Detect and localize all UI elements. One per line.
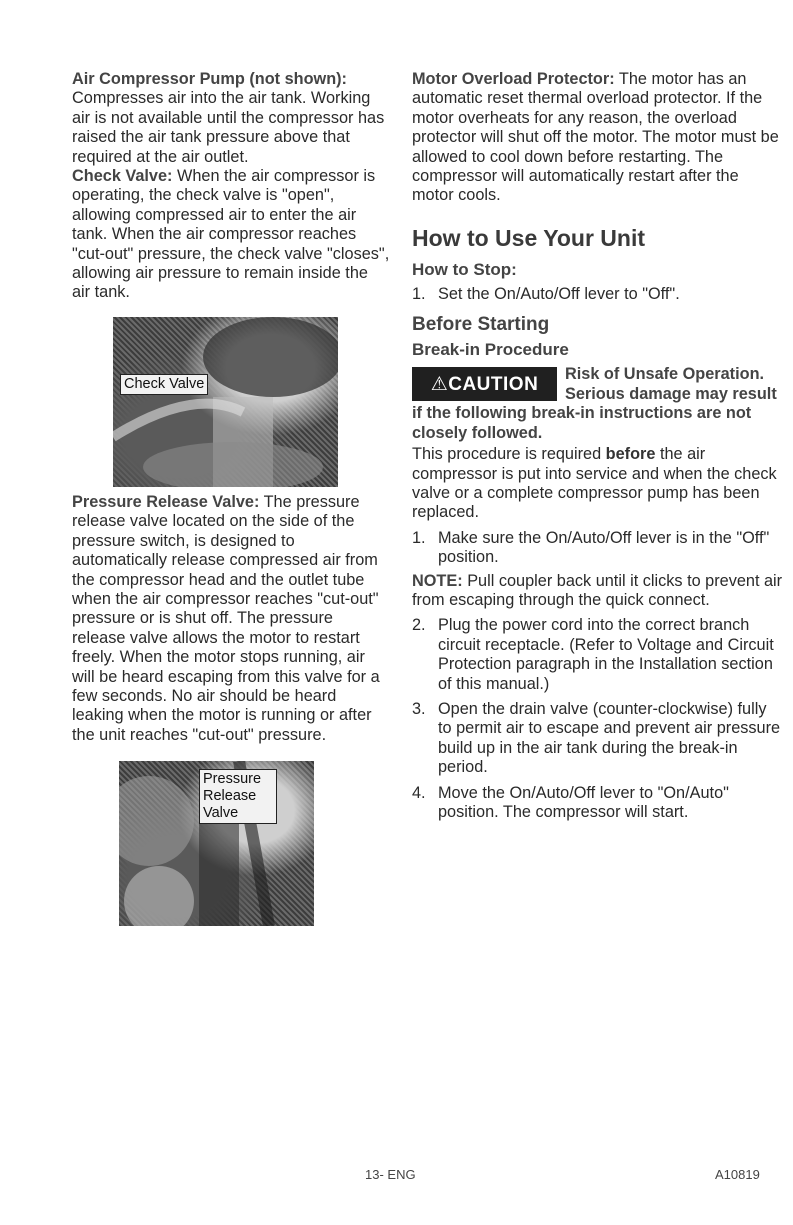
- motor-overload-body: The motor has an automatic reset thermal overload protector. If the motor overheats for any reason, the overload protector will shut off the motor. The motor must be allowed to cool down before restarting. The compressor will automatically restart after the motor cools.: [412, 70, 779, 205]
- list-item: [412, 616, 784, 694]
- how-to-stop-heading: How to Stop:: [412, 259, 517, 279]
- intro-text-end: the air compressor is put into service and when the check valve or a complete compressor pump has been replaced.: [412, 445, 777, 522]
- list-item: [412, 784, 784, 823]
- list-item-number: 1.: [412, 528, 426, 547]
- pressure-release-heading: Pressure Release Valve:: [72, 492, 260, 511]
- list-item: [412, 529, 784, 568]
- list-item: [412, 700, 784, 778]
- check-valve-body: When the air compressor is operating, the check valve is "open", allowing compressed air to enter the air tank. When the air compressor reaches "cut-out" pressure, the check valve "closes", allowing air pressure to remain inside the air tank.: [72, 167, 390, 302]
- left-column: [72, 70, 390, 926]
- list-item-text: Make sure the On/Auto/Off lever is in the "Off" position.: [438, 528, 770, 567]
- caution-text: Risk of Unsafe Operation. Serious damage may result if the following break-in instructions are not closely followed.: [412, 365, 777, 442]
- motor-overload-heading: Motor Overload Protector:: [412, 70, 615, 88]
- note-label: NOTE:: [412, 571, 463, 590]
- check-valve-paragraph: [72, 167, 390, 303]
- caution-badge: ⚠CAUTION: [412, 367, 557, 401]
- compressor-pump-paragraph: [72, 70, 390, 167]
- motor-overload-paragraph: [412, 70, 784, 206]
- list-item-number: 4.: [412, 783, 426, 802]
- caution-block: [412, 365, 784, 443]
- check-valve-photo: [113, 317, 338, 487]
- list-item-text: Plug the power cord into the correct branch circuit receptacle. (Refer to Voltage and Circuit Protection paragraph in the Installation section of this manual.): [438, 616, 774, 693]
- page-number: 13- ENG: [365, 1167, 416, 1182]
- section-title: How to Use Your Unit: [412, 224, 645, 251]
- check-valve-photo-label: Check Valve: [120, 374, 208, 395]
- list-item-number: 3.: [412, 699, 426, 718]
- pressure-release-photo-label: Pressure Release Valve: [199, 769, 277, 824]
- break-in-intro: [412, 445, 784, 523]
- pressure-release-photo: [119, 761, 314, 926]
- right-column: [412, 70, 784, 822]
- list-item-number: 1.: [412, 285, 426, 304]
- list-item: [412, 285, 784, 304]
- intro-text-start: This procedure is required: [412, 445, 606, 464]
- break-in-heading: Break-in Procedure: [412, 340, 569, 360]
- intro-emphasis: before: [605, 445, 656, 464]
- note-text: Pull coupler back until it clicks to prevent air from escaping through the quick connect.: [412, 571, 783, 609]
- pressure-release-paragraph: [72, 493, 390, 745]
- pressure-release-body: The pressure release valve located on the side of the pressure switch, is designed to automatically release compressed air from the compressor head and the outlet tube when the air compressor reaches "cut-out" pressure or is shut off. The pressure release valve allows the motor to restart freely. When the motor stops running, air will be heard escaping from this valve for a few seconds. No air should be heard leaking when the motor is running or after the unit reaches "cut-out" pressure.: [72, 492, 380, 744]
- list-item-text: Set the On/Auto/Off lever to "Off".: [438, 285, 680, 304]
- document-code: A10819: [715, 1167, 760, 1182]
- compressor-pump-heading: Air Compressor Pump (not shown):: [72, 70, 347, 88]
- list-item-text: Open the drain valve (counter-clockwise) fully to permit air to escape and prevent air pressure build up in the air tank during the break-in period.: [438, 699, 781, 777]
- list-item-number: 2.: [412, 616, 426, 635]
- note-paragraph: [412, 572, 784, 611]
- check-valve-photo-shapes: [113, 317, 338, 487]
- list-item-text: Move the On/Auto/Off lever to "On/Auto" position. The compressor will start.: [438, 783, 729, 821]
- compressor-pump-body: Compresses air into the air tank. Working air is not available until the compressor has raised the air tank pressure above that required at the air outlet.: [72, 89, 385, 166]
- check-valve-heading: Check Valve:: [72, 167, 173, 186]
- before-starting-heading: Before Starting: [412, 313, 550, 335]
